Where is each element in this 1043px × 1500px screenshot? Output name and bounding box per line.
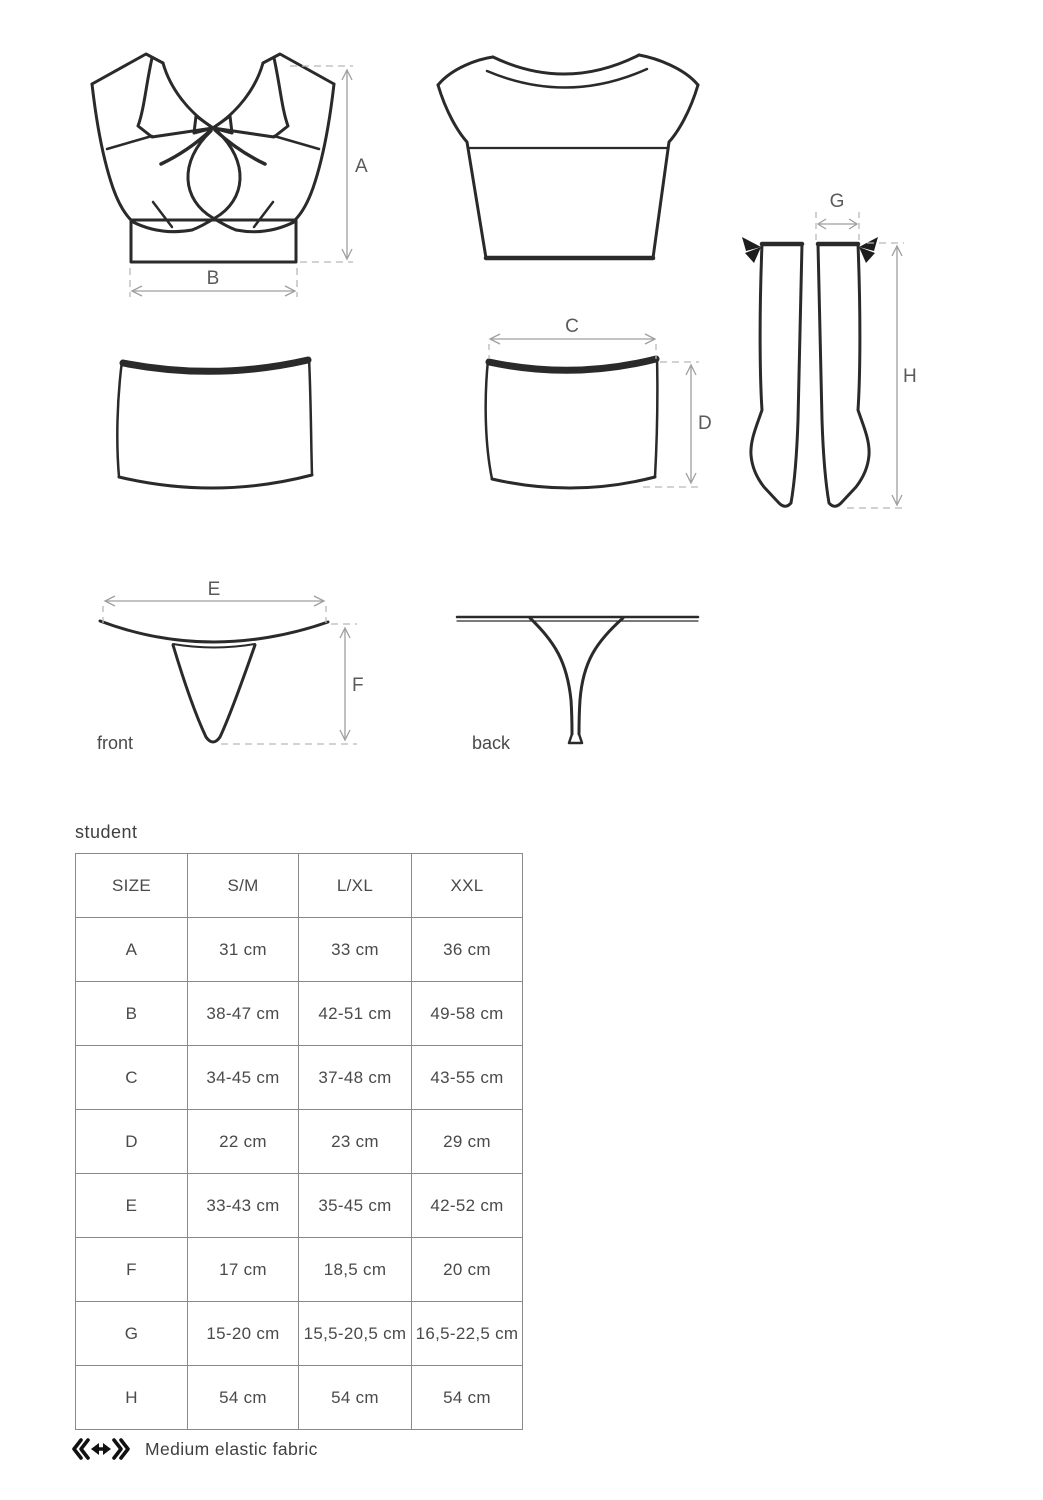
dimension-label-A: A: [355, 156, 368, 177]
table-cell: 17 cm: [188, 1238, 299, 1302]
dimension-label-C: C: [565, 316, 579, 337]
dimension-label-H: H: [903, 366, 917, 387]
skirt-front-view: [117, 358, 312, 488]
panties-front-label: front: [97, 733, 134, 753]
table-cell: 54 cm: [299, 1366, 412, 1430]
table-cell: 42-51 cm: [299, 982, 412, 1046]
fabric-note-text: Medium elastic fabric: [145, 1438, 318, 1459]
dimension-D: [643, 362, 701, 487]
row-label: A: [76, 918, 188, 982]
table-cell: 20 cm: [412, 1238, 523, 1302]
table-cell: 35-45 cm: [299, 1174, 412, 1238]
table-header-row: [76, 854, 523, 918]
table-cell: 54 cm: [188, 1366, 299, 1430]
table-cell: 31 cm: [188, 918, 299, 982]
panties-back-view: [457, 617, 698, 743]
row-label: H: [76, 1366, 188, 1430]
table-row: [76, 1174, 523, 1238]
row-label: F: [76, 1238, 188, 1302]
table-row: [76, 1238, 523, 1302]
header-cell-size: SIZE: [76, 854, 188, 918]
bow-icon: [161, 116, 265, 164]
row-label: B: [76, 982, 188, 1046]
table-cell: 33-43 cm: [188, 1174, 299, 1238]
table-cell: 23 cm: [299, 1110, 412, 1174]
panties-front-view: [100, 621, 328, 742]
table-cell: 22 cm: [188, 1110, 299, 1174]
header-cell-xxl: XXL: [412, 854, 523, 918]
table-row: [76, 1366, 523, 1430]
dimension-G: [816, 212, 859, 241]
table-cell: 18,5 cm: [299, 1238, 412, 1302]
fabric-note: [72, 1437, 318, 1461]
row-label: C: [76, 1046, 188, 1110]
row-label: G: [76, 1302, 188, 1366]
table-row: [76, 982, 523, 1046]
table-cell: 16,5-22,5 cm: [412, 1302, 523, 1366]
header-cell-lxl: L/XL: [299, 854, 412, 918]
stockings-view: [742, 237, 878, 506]
table-cell: 36 cm: [412, 918, 523, 982]
row-label: D: [76, 1110, 188, 1174]
table-row: [76, 1046, 523, 1110]
dimension-label-B: B: [206, 268, 220, 289]
dimension-label-E: E: [207, 579, 221, 600]
panties-back-label: back: [472, 733, 511, 753]
elastic-stretch-icon: [72, 1437, 130, 1461]
top-back-view: [438, 55, 698, 258]
dimension-C: [489, 334, 656, 359]
dimension-label-D: D: [698, 413, 712, 434]
table-cell: 29 cm: [412, 1110, 523, 1174]
table-cell: 54 cm: [412, 1366, 523, 1430]
table-cell: 49-58 cm: [412, 982, 523, 1046]
table-row: [76, 1110, 523, 1174]
top-front-view: [92, 54, 334, 262]
table-cell: 43-55 cm: [412, 1046, 523, 1110]
table-row: [76, 918, 523, 982]
table-title: student: [75, 822, 138, 842]
dimension-E: [103, 596, 326, 623]
dimension-H: [847, 243, 904, 508]
table-cell: 42-52 cm: [412, 1174, 523, 1238]
row-label: E: [76, 1174, 188, 1238]
table-cell: 15,5-20,5 cm: [299, 1302, 412, 1366]
table-cell: 34-45 cm: [188, 1046, 299, 1110]
dimension-label-G: G: [829, 191, 845, 212]
skirt-back-view: [486, 357, 658, 488]
table-cell: 15-20 cm: [188, 1302, 299, 1366]
table-row: [76, 1302, 523, 1366]
table-cell: 38-47 cm: [188, 982, 299, 1046]
header-cell-sm: S/M: [188, 854, 299, 918]
table-cell: 37-48 cm: [299, 1046, 412, 1110]
size-table: [75, 853, 523, 1430]
dimension-label-F: F: [352, 675, 364, 696]
table-cell: 33 cm: [299, 918, 412, 982]
